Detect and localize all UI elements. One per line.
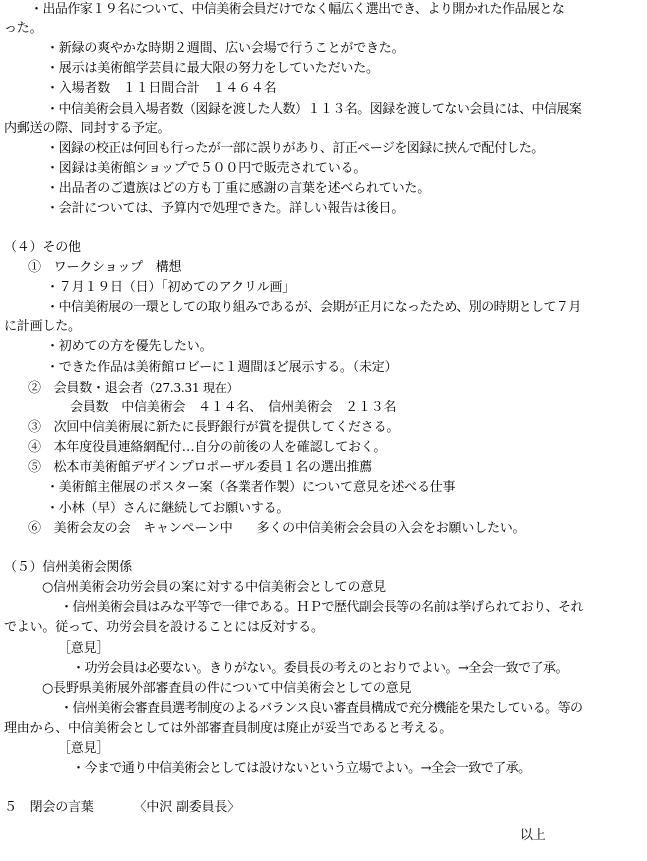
section5-topic2-opinion-label: ［意見］: [58, 741, 110, 756]
closing-speaker: 〈中沢 副委員長〉: [133, 800, 240, 815]
closing-line: [4, 800, 240, 816]
section4-item2-counts: 会員数 中信美術会 ４１４名、 信州美術会 ２１３名: [70, 400, 397, 415]
summary-bullet-curator: ・展示は美術館学芸員に最大限の努力をしていただいた。: [46, 61, 379, 76]
section4-item3: ③ 次回中信美術展に新たに長野銀行が賞を提供してくださる。: [28, 420, 400, 435]
section5-topic1-line2: でよい。従って、功労会員を設けることには反対する。: [4, 620, 324, 635]
section4-item1-title: ① ワークショップ 構想: [28, 260, 182, 275]
end-mark: 以上: [520, 828, 546, 843]
summary-bullet-artists-line1: ・出品作家１９名について、中信美術会員だけでなく幅広く選出でき、より開かれた作品展とな: [30, 2, 565, 17]
section5-topic1-opinion-label: ［意見］: [58, 641, 110, 656]
closing-label: ５ 閉会の言葉: [4, 800, 94, 815]
summary-bullet-catalog-sales: ・図録は美術館ショップで５００円で販売されている。: [46, 161, 367, 176]
section4-item5: ⑤ 松本市美術館デザインプロポーザル委員１名の選出推薦: [28, 460, 373, 475]
summary-bullet-visitors: ・入場者数 １１日間合計 １４６４名: [46, 81, 277, 96]
section5-topic2-line1: ・信州美術会審査員選考制度のよるバランス良い審査員構成で充分機能を果たしている。等の: [60, 701, 583, 716]
section5-topic1-line1: ・信州美術会員はみな平等で一律である。ＨＰで歴代副会長等の名前は挙げられており、それ: [60, 600, 583, 615]
section4-item6-title: ⑥ 美術会友の会 キャンペーン中: [28, 521, 233, 536]
summary-bullet-venue: ・新緑の爽やかな時期２週間、広い会場で行うことができた。: [46, 41, 405, 56]
summary-bullet-families: ・出品者のご遺族はどの方も丁重に感謝の言葉を述べられていた。: [46, 181, 431, 196]
section4-item6: [28, 521, 525, 537]
summary-bullet-artists-line2: った。: [4, 21, 43, 36]
summary-bullet-member-visitors-line1: ・中信美術会員入場者数（図録を渡した人数）１１３名。図録を渡してない会員には、中信展案: [46, 102, 582, 117]
section4-item1-display: ・できた作品は美術館ロビーに１週間ほど展示する。（未定）: [46, 360, 398, 375]
section4-item2-title: [28, 380, 238, 397]
section5-topic2: ○長野県美術展外部審査員の件について中信美術会としての意見: [42, 681, 412, 696]
section4-heading: （４）その他: [4, 240, 81, 255]
summary-bullet-accounting: ・会計については、予算内で処理できた。詳しい報告は後日。: [46, 201, 405, 216]
section4-item2-label: ② 会員数・退会者: [28, 381, 144, 396]
section4-item1-date: ・７月１９日（日）「初めてのアクリル画」: [46, 280, 296, 295]
section4-item5-note-line1: ・美術館主催展のポスター案（各業者作製）について意見を述べる仕事: [46, 480, 456, 495]
section5-topic2-line2: 理由から、中信美術会としては外部審査員制度は廃止が妥当であると考える。: [4, 721, 453, 736]
section4-item6-body: 多くの中信美術会会員の入会をお願いしたい。: [256, 521, 526, 536]
section5-topic2-opinion: ・今まで通り中信美術会としては設けないという立場でよい。→全会一致で了承。: [72, 761, 531, 776]
summary-bullet-catalog-proof: ・図録の校正は何回も行ったが一部に誤りがあり、訂正ページを図録に挟んで配付した。: [46, 141, 544, 156]
section4-item4: ④ 本年度役員連絡網配付…自分の前後の人を確認しておく。: [28, 440, 387, 455]
section4-item1-note-line2: に計画した。: [4, 319, 81, 334]
section4-item5-note-line2: ・小林（早）さんに継続してお願いする。: [46, 501, 290, 516]
section4-item1-note-line1: ・中信美術展の一環としての取り組みであるが、会期が正月になったため、別の時期として７月: [46, 300, 581, 315]
section5-topic1-opinion: ・功労会員は必要ない。きりがない。委員長の考えのとおりでよい。→全会一致で了承。: [72, 661, 568, 676]
section4-item1-priority: ・初めての方を優先したい。: [46, 339, 213, 354]
section5-heading: （５）信州美術会関係: [4, 560, 133, 575]
section4-item2-date: （27.3.31 現在）: [143, 381, 239, 395]
section5-topic1: ○信州美術会功労会員の案に対する中信美術会としての意見: [42, 580, 386, 595]
summary-bullet-member-visitors-line2: 内郵送の際、同封する予定。: [4, 121, 171, 136]
